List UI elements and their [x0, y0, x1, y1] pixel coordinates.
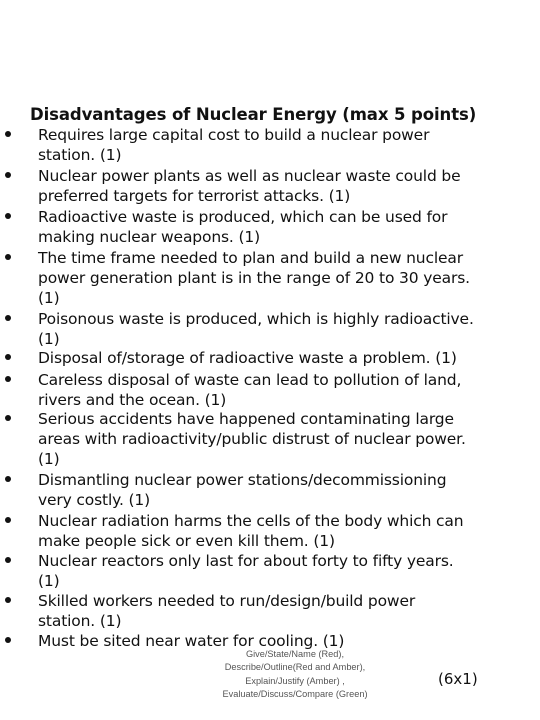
list-item-text: Requires large capital cost to build a nuclear power station. (1) [38, 126, 430, 164]
bullet-icon [5, 476, 11, 482]
page-title: Disadvantages of Nuclear Energy (max 5 points) [30, 105, 477, 124]
mark-allocation: (6x1) [438, 670, 478, 688]
bullet-icon [5, 213, 11, 219]
bullet-icon [5, 376, 11, 382]
bullet-icon [5, 597, 11, 603]
list-item-text: Nuclear radiation harms the cells of the body which can make people sick or even kill them. (1) [38, 512, 464, 550]
bullet-icon [5, 517, 11, 523]
command-word-line: Give/State/Name (Red), [245, 649, 345, 659]
bullet-icon [5, 637, 11, 643]
bullet-icon [5, 415, 11, 421]
bullet-icon [5, 557, 11, 563]
command-word-line: Explain/Justify (Amber) , [245, 675, 345, 686]
bullet-icon [5, 315, 11, 321]
command-word-line: Describe/Outline(Red and Amber), [224, 662, 366, 673]
bullet-icon [5, 172, 11, 178]
bullet-icon [5, 254, 11, 260]
list-item-text: The time frame needed to plan and build a new nuclear power generation plant is in the range of 20 to 30 years. (1) [38, 249, 470, 307]
list-item-text: Careless disposal of waste can lead to pollution of land, rivers and the ocean. (1) [38, 371, 462, 409]
list-item-text: Poisonous waste is produced, which is highly radioactive. (1) [38, 310, 474, 348]
bullet-icon [5, 131, 11, 137]
list-item-text: Nuclear reactors only last for about forty to fifty years. (1) [38, 552, 454, 590]
list-item-text: Nuclear power plants as well as nuclear waste could be preferred targets for terrorist attacks. (1) [38, 167, 461, 205]
list-item-text: Dismantling nuclear power stations/decommissioning very costly. (1) [38, 471, 447, 509]
list-item-text: Radioactive waste is produced, which can be used for making nuclear weapons. (1) [38, 208, 448, 246]
bullet-icon [5, 354, 11, 360]
command-words-key [200, 648, 390, 702]
list-item-text: Skilled workers needed to run/design/build power station. (1) [38, 592, 416, 630]
command-word-line: Evaluate/Discuss/Compare (Green) [222, 689, 368, 700]
list-item-text: Disposal of/storage of radioactive waste a problem. (1) [38, 349, 457, 367]
list-item-text: Must be sited near water for cooling. (1) [38, 632, 345, 650]
list-item-text: Serious accidents have happened contaminating large areas with radioactivity/public distrust of nuclear power. (1) [38, 410, 466, 468]
